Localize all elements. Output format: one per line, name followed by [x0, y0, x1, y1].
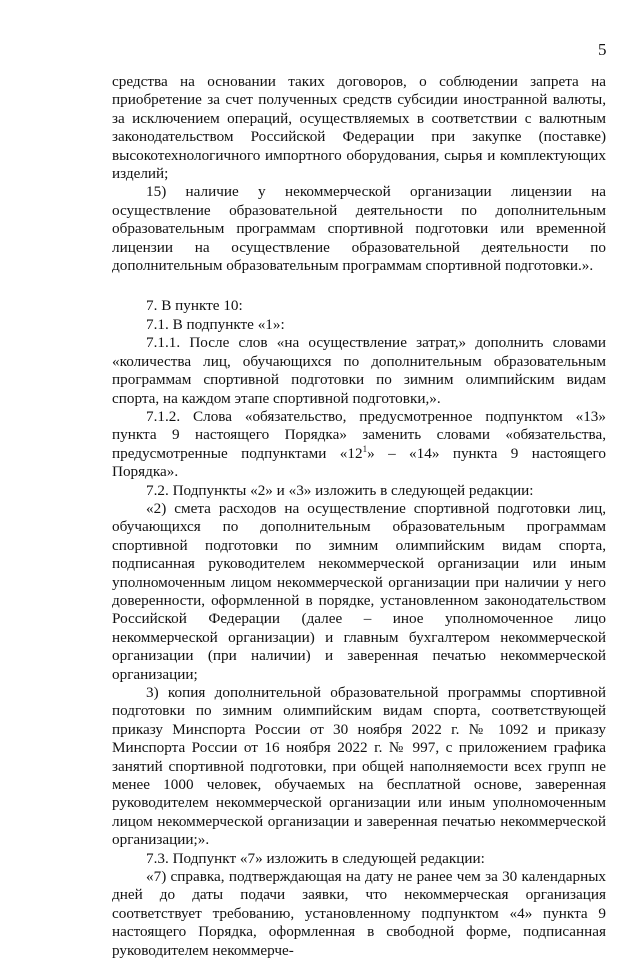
paragraph-item-7: «7) справка, подтверждающая на дату не ранее чем за 30 календарных дней до даты подачи заявки, что некоммерческая организация соответствует требованию, установленному подпунктом «4» пункта 9 настоящего Порядка, оформленная в свободной форме, подписанная руководителем некоммерче-: [112, 868, 606, 959]
paragraph-7-1-1: 7.1.1. После слов «на осуществление затрат,» дополнить словами «количества лиц, обучающихся по дополнительным образовательным программам спортивной подготовки по зимним олимпийским видам спорта, на каждом этапе спортивной подготовки,».: [112, 334, 606, 407]
subsection-7-3-heading: 7.3. Подпункт «7» изложить в следующей редакции:: [146, 849, 485, 867]
paragraph-continuation: средства на основании таких договоров, о соблюдении запрета на приобретение за счет полученных средств субсидии иностранной валюты, за исключением операций, осуществляемых в соответствии с валютным законодательством Российской Федерации при закупке (поставке) высокотехнологичного импортного оборудования, сырья и комплектующих изделий;: [112, 73, 606, 183]
paragraph-item-15: 15) наличие у некоммерческой организации лицензии на осуществление образовательной деятельности по дополнительным образовательным программам спортивной подготовки или временной лицензии на осуществление образовательной деятельности по дополнительным образовательным программам спортивной подготовки.».: [112, 183, 606, 275]
document-body: [112, 73, 606, 960]
paragraph-gap: [112, 275, 606, 297]
subsection-7-2-heading: 7.2. Подпункты «2» и «3» изложить в следующей редакции:: [146, 481, 534, 499]
page-number: 5: [598, 40, 607, 59]
paragraph-7-1-2: [112, 408, 606, 482]
section-7-heading: 7. В пункте 10:: [146, 297, 243, 315]
subsection-7-1-heading: 7.1. В подпункте «1»:: [146, 315, 285, 333]
paragraph-7-1-2-text-start: 7.1.2. Слова «обязательство, предусмотренное подпунктом «13» пункта 9 настоящего Порядка» заменить словами «обязательства, предусмотренные подпунктами «12: [112, 407, 606, 462]
superscript-1: 1: [362, 443, 368, 454]
paragraph-item-3: 3) копия дополнительной образовательной программы спортивной подготовки по зимним олимпийским видам спорта, соответствующей приказу Минспорта России от 30 ноября 2022 г. № 1092 и приказу Минспорта России от 16 ноября 2022 г. № 997, с приложением графика занятий спортивной подготовки, при общей наполняемости всех групп не менее 1000 человек, обучаемых на бесплатной основе, заверенная руководителем некоммерческой организации или иным уполномоченным лицом некоммерческой организации и заверенная печатью некоммерческой организации;».: [112, 684, 606, 849]
paragraph-7-1-2-text-end: » – «14» пункта 9 настоящего Порядка».: [112, 444, 606, 481]
paragraph-item-2: «2) смета расходов на осуществление спортивной подготовки лиц, обучающихся по дополнительным образовательным программам спортивной подготовки по зимним олимпийским видам спорта, подписанная руководителем некоммерческой организации или иным уполномоченным лицом некоммерческой организации при наличии у него доверенности, оформленной в порядке, установленном законодательством Российской Федерации (далее – иное уполномоченное лицо некоммерческой организации) и главным бухгалтером некоммерческой организации (при наличии) и заверенная печатью некоммерческой организации;: [112, 499, 606, 683]
